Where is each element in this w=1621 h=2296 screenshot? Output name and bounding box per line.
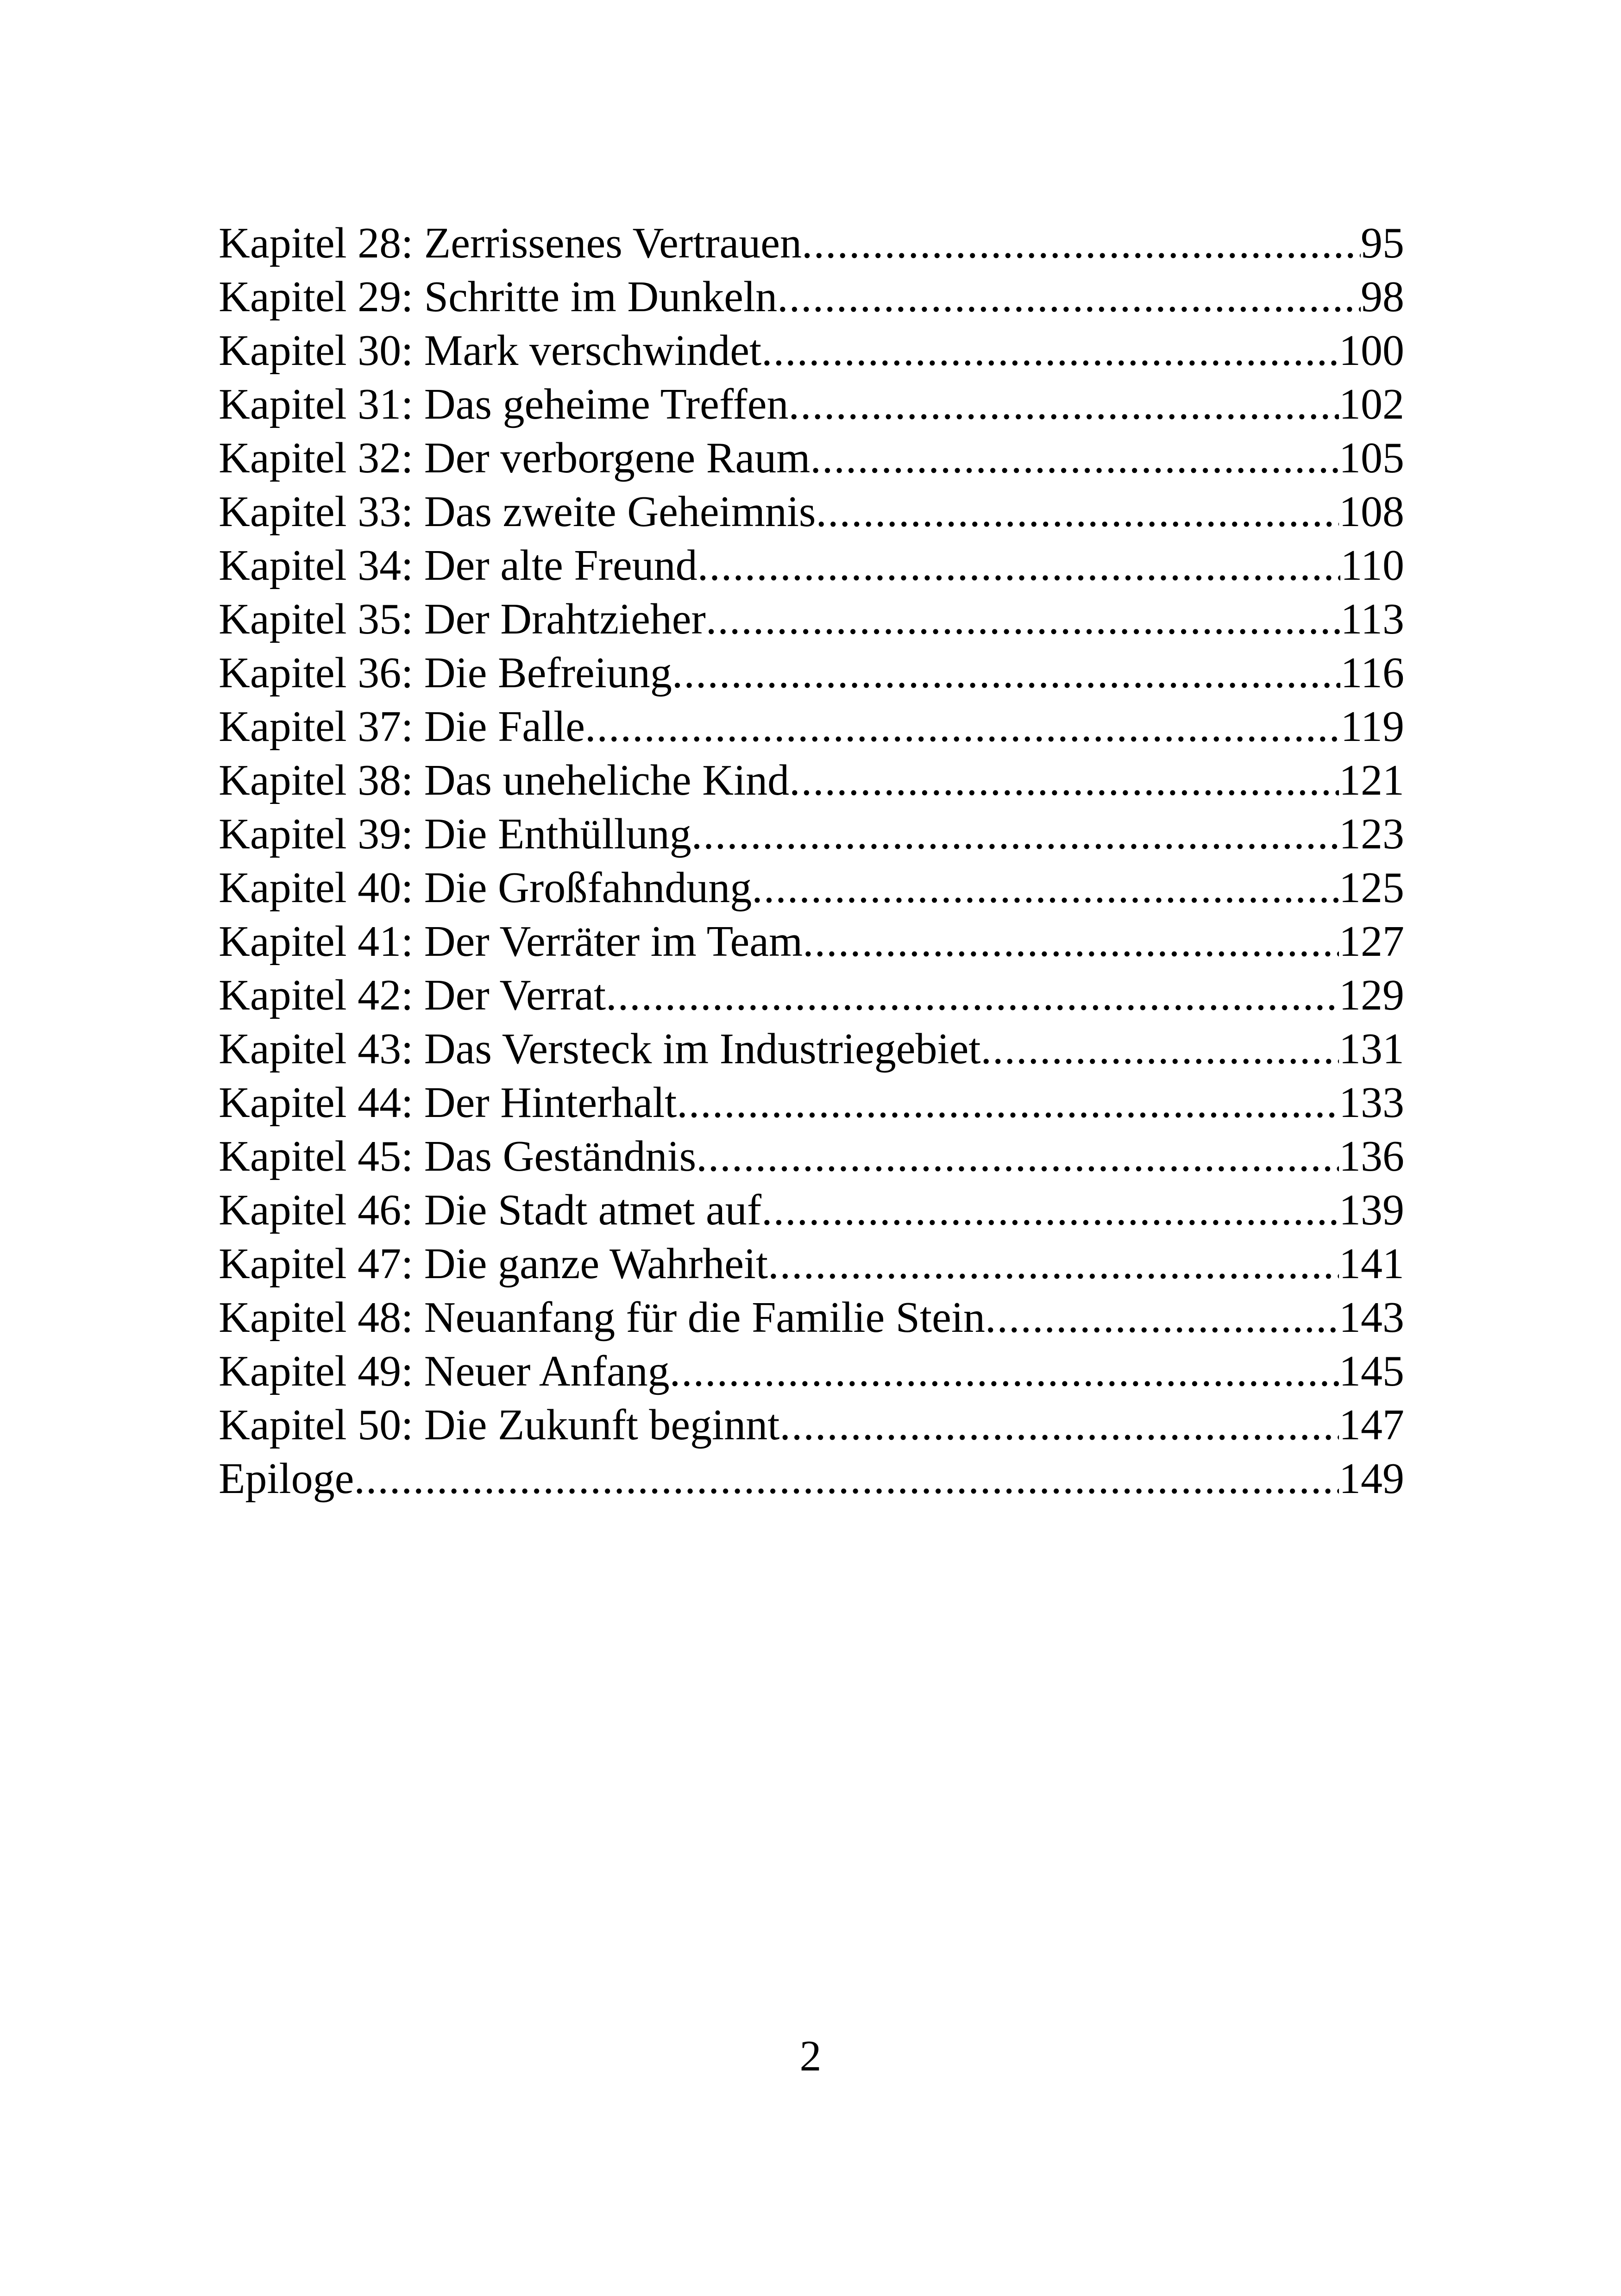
toc-entry-page: 129 [1339, 971, 1404, 1019]
toc-entry-page: 119 [1340, 703, 1404, 751]
toc-dot-leader [752, 861, 1339, 915]
toc-entry-page: 102 [1339, 380, 1404, 428]
toc-dot-leader [691, 807, 1339, 861]
toc-dot-leader [677, 1076, 1339, 1129]
toc-entry [219, 1291, 1404, 1344]
toc-entry-title: Kapitel 35: Der Drahtzieher [219, 595, 706, 643]
toc-entry-title: Kapitel 46: Die Stadt atmet auf [219, 1186, 762, 1234]
toc-entry-page: 145 [1339, 1347, 1404, 1395]
toc-entry [219, 1183, 1404, 1237]
toc-dot-leader [788, 377, 1339, 431]
toc-entry [219, 1398, 1404, 1452]
toc-dot-leader [761, 1183, 1339, 1237]
toc-dot-leader [354, 1452, 1339, 1506]
toc-entry-page: 147 [1339, 1401, 1404, 1449]
toc-dot-leader [810, 431, 1339, 485]
page-number: 2 [799, 2032, 822, 2080]
toc-dot-leader [789, 753, 1339, 807]
toc-entry-title: Kapitel 41: Der Verräter im Team [219, 917, 803, 966]
toc-entry-title: Kapitel 45: Das Geständnis [219, 1132, 697, 1180]
toc-entry-title: Kapitel 40: Die Großfahndung [219, 864, 752, 912]
toc-entry [219, 592, 1404, 646]
toc-entry [219, 1022, 1404, 1076]
toc-entry-page: 110 [1340, 541, 1404, 590]
toc-entry-title: Kapitel 49: Neuer Anfang [219, 1347, 670, 1395]
toc-entry-page: 116 [1340, 649, 1404, 697]
toc-dot-leader [697, 539, 1341, 592]
toc-dot-leader [779, 1398, 1339, 1452]
toc-entry-title: Kapitel 36: Die Befreiung [219, 649, 672, 697]
toc-entry [219, 968, 1404, 1022]
toc-entry-page: 149 [1339, 1455, 1404, 1503]
toc-entry-title: Kapitel 32: Der verborgene Raum [219, 434, 810, 482]
toc-entry-page: 143 [1339, 1293, 1404, 1342]
toc-dot-leader [761, 324, 1339, 377]
toc-entry [219, 270, 1404, 324]
toc-entry-page: 127 [1339, 917, 1404, 966]
toc-entry [219, 915, 1404, 968]
table-of-contents [219, 216, 1404, 1506]
toc-entry-page: 98 [1361, 273, 1404, 321]
toc-dot-leader [802, 216, 1361, 270]
toc-entry [219, 1237, 1404, 1291]
toc-entry-title: Kapitel 34: Der alte Freund [219, 541, 697, 590]
toc-entry [219, 753, 1404, 807]
toc-entry-page: 131 [1339, 1025, 1404, 1073]
toc-entry-title: Kapitel 38: Das uneheliche Kind [219, 756, 790, 804]
toc-entry-title: Kapitel 48: Neuanfang für die Familie Stein [219, 1293, 986, 1342]
toc-entry-title: Epiloge [219, 1455, 354, 1503]
toc-entry-page: 136 [1339, 1132, 1404, 1180]
toc-dot-leader [670, 1344, 1339, 1398]
toc-entry-page: 123 [1339, 810, 1404, 858]
toc-entry [219, 807, 1404, 861]
toc-entry [219, 485, 1404, 539]
toc-dot-leader [696, 1129, 1339, 1183]
toc-dot-leader [585, 700, 1341, 753]
toc-entry [219, 1076, 1404, 1129]
toc-entry [219, 377, 1404, 431]
toc-entry-title: Kapitel 50: Die Zukunft beginnt [219, 1401, 780, 1449]
toc-dot-leader [672, 646, 1341, 700]
toc-entry-page: 139 [1339, 1186, 1404, 1234]
toc-entry-title: Kapitel 39: Die Enthüllung [219, 810, 691, 858]
toc-entry [219, 646, 1404, 700]
toc-entry [219, 1452, 1404, 1506]
toc-entry-title: Kapitel 29: Schritte im Dunkeln [219, 273, 778, 321]
toc-entry [219, 1344, 1404, 1398]
toc-entry [219, 1129, 1404, 1183]
toc-entry-title: Kapitel 30: Mark verschwindet [219, 326, 762, 375]
toc-entry [219, 861, 1404, 915]
toc-dot-leader [706, 592, 1341, 646]
toc-entry-page: 105 [1339, 434, 1404, 482]
toc-entry-title: Kapitel 43: Das Versteck im Industriegebiet [219, 1025, 981, 1073]
toc-entry-page: 108 [1339, 488, 1404, 536]
toc-dot-leader [803, 915, 1339, 968]
toc-dot-leader [768, 1237, 1339, 1291]
toc-dot-leader [777, 270, 1361, 324]
toc-entry-title: Kapitel 31: Das geheime Treffen [219, 380, 789, 428]
toc-dot-leader [816, 485, 1339, 539]
toc-entry-title: Kapitel 42: Der Verrat [219, 971, 606, 1019]
toc-entry [219, 431, 1404, 485]
toc-entry-page: 133 [1339, 1079, 1404, 1127]
toc-entry-page: 125 [1339, 864, 1404, 912]
toc-entry [219, 216, 1404, 270]
toc-entry-page: 113 [1340, 595, 1404, 643]
toc-entry-title: Kapitel 33: Das zweite Geheimnis [219, 488, 816, 536]
toc-dot-leader [980, 1022, 1339, 1076]
toc-entry-title: Kapitel 28: Zerrissenes Vertrauen [219, 219, 802, 267]
toc-dot-leader [606, 968, 1339, 1022]
toc-entry [219, 700, 1404, 753]
toc-entry [219, 539, 1404, 592]
toc-entry-page: 100 [1339, 326, 1404, 375]
toc-entry [219, 324, 1404, 377]
toc-entry-title: Kapitel 37: Die Falle [219, 703, 585, 751]
toc-entry-page: 141 [1339, 1240, 1404, 1288]
toc-entry-page: 95 [1361, 219, 1404, 267]
toc-entry-page: 121 [1339, 756, 1404, 804]
toc-dot-leader [985, 1291, 1339, 1344]
toc-entry-title: Kapitel 44: Der Hinterhalt [219, 1079, 677, 1127]
toc-entry-title: Kapitel 47: Die ganze Wahrheit [219, 1240, 768, 1288]
